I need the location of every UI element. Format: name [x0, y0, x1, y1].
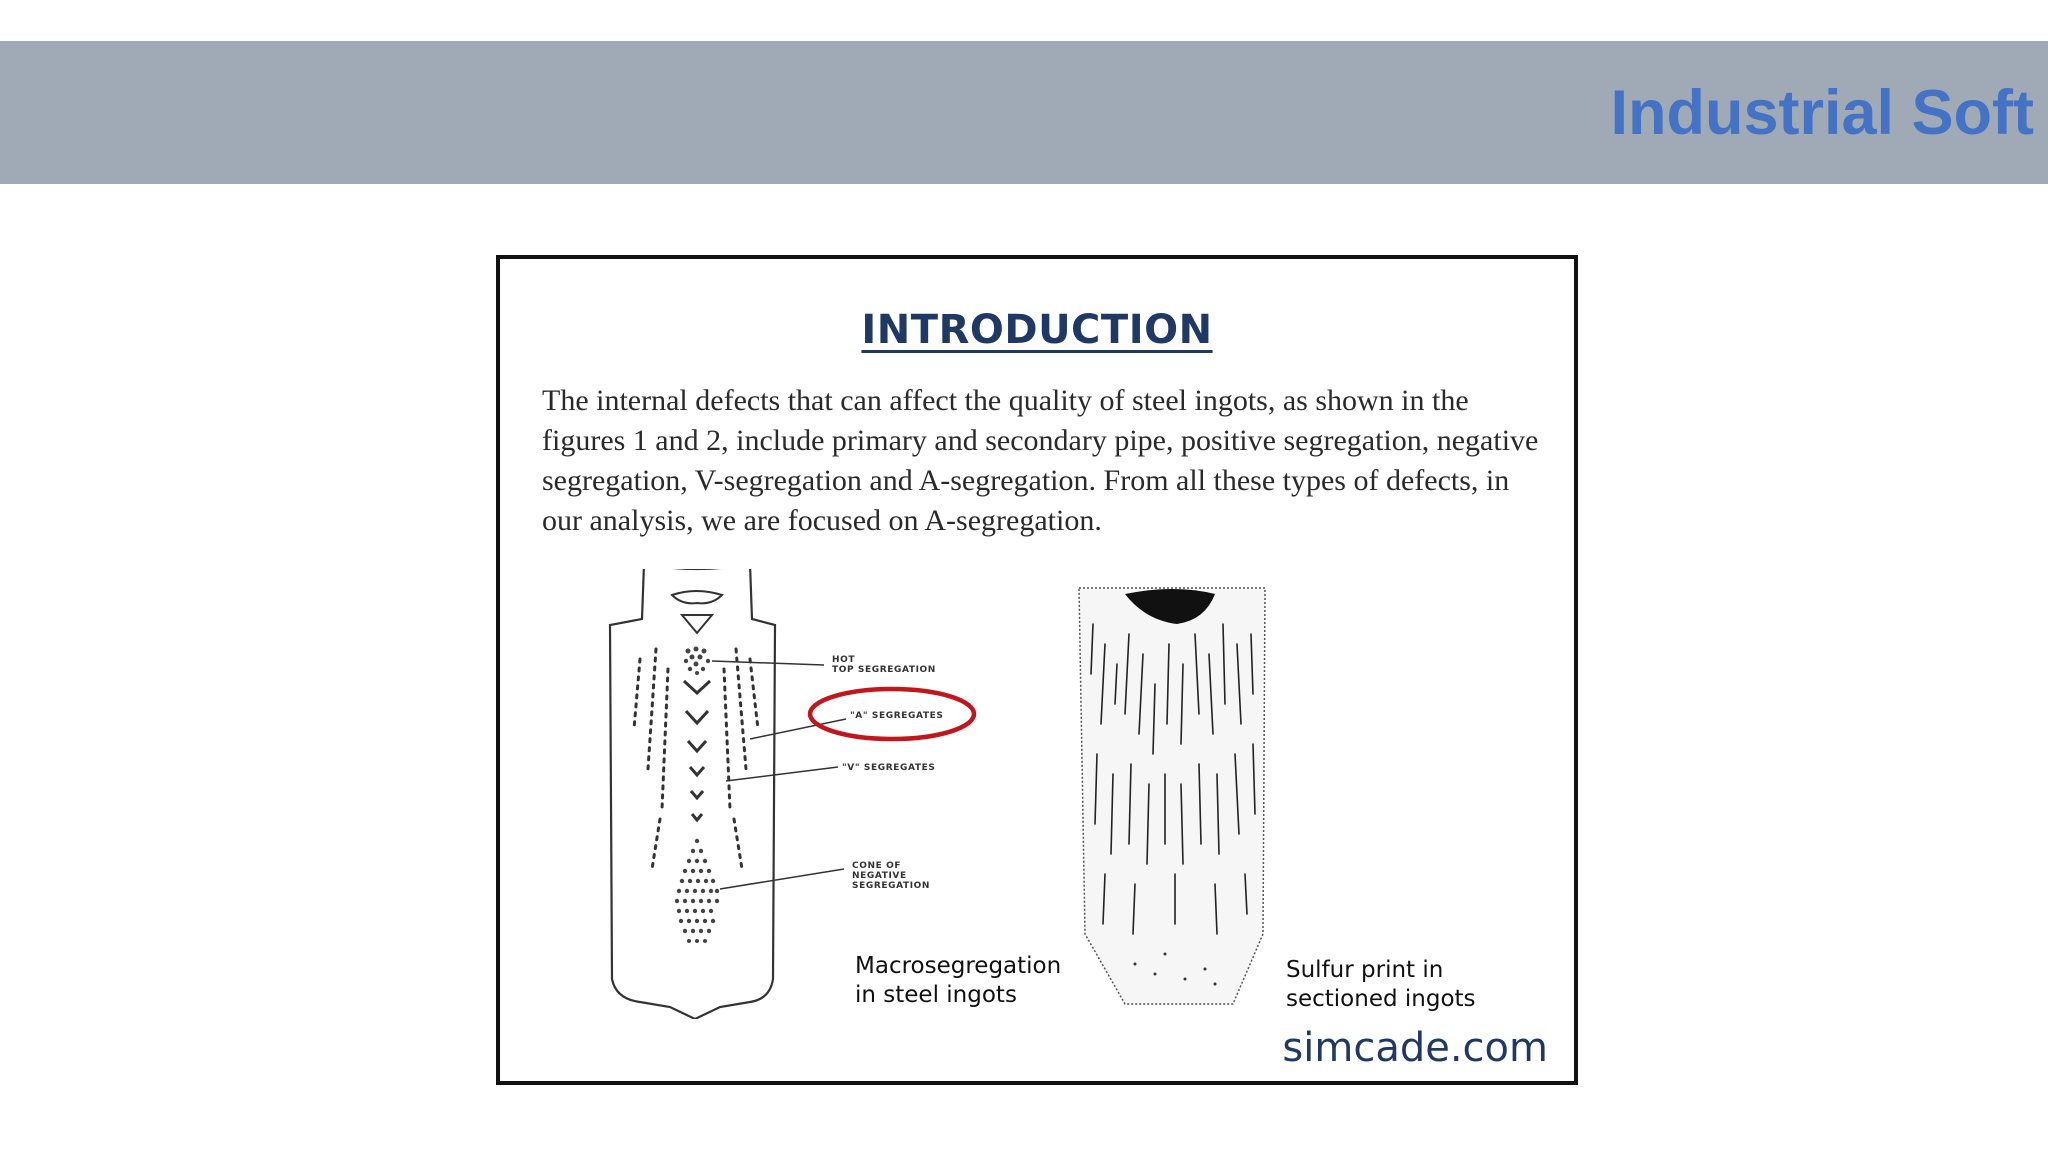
label-v-segregates: "V" SEGREGATES — [842, 763, 936, 773]
leader-lines — [712, 661, 846, 889]
caption-sulfur-print: Sulfur print in sectioned ingots — [1286, 957, 1476, 1012]
brand-title: Industrial Soft — [1610, 78, 2034, 148]
a-segregates — [634, 649, 758, 869]
slide-image — [496, 255, 1578, 1085]
hot-top-cavity — [672, 591, 722, 603]
slide-body-text: The internal defects that can affect the quality of steel ingots, as shown in the figures 1 and 2, include primary and secondary pipe, positive segregation, negative segregation, V-segregation and A-segregation. From all these types of defects, in our analysis, we are focused on A-segregation. — [542, 384, 1539, 537]
hot-top-segregation — [684, 647, 710, 676]
sulfur-print-drawing — [1065, 584, 1285, 1024]
watermark: simcade.com — [1282, 1025, 1548, 1071]
caption-macrosegregation: Macrosegregation in steel ingots — [855, 953, 1062, 1008]
negative-segregation-cone — [675, 839, 719, 943]
label-hot-top: HOT TOP SEGREGATION — [832, 655, 936, 675]
sulfur-print — [1065, 584, 1285, 1024]
hot-top-pipe — [682, 615, 712, 633]
label-cone: CONE OF NEGATIVE SEGREGATION — [852, 861, 931, 891]
v-segregates — [684, 681, 710, 820]
label-a-segregates: "A" SEGREGATES — [850, 711, 944, 721]
slide-heading: INTRODUCTION — [861, 307, 1213, 353]
